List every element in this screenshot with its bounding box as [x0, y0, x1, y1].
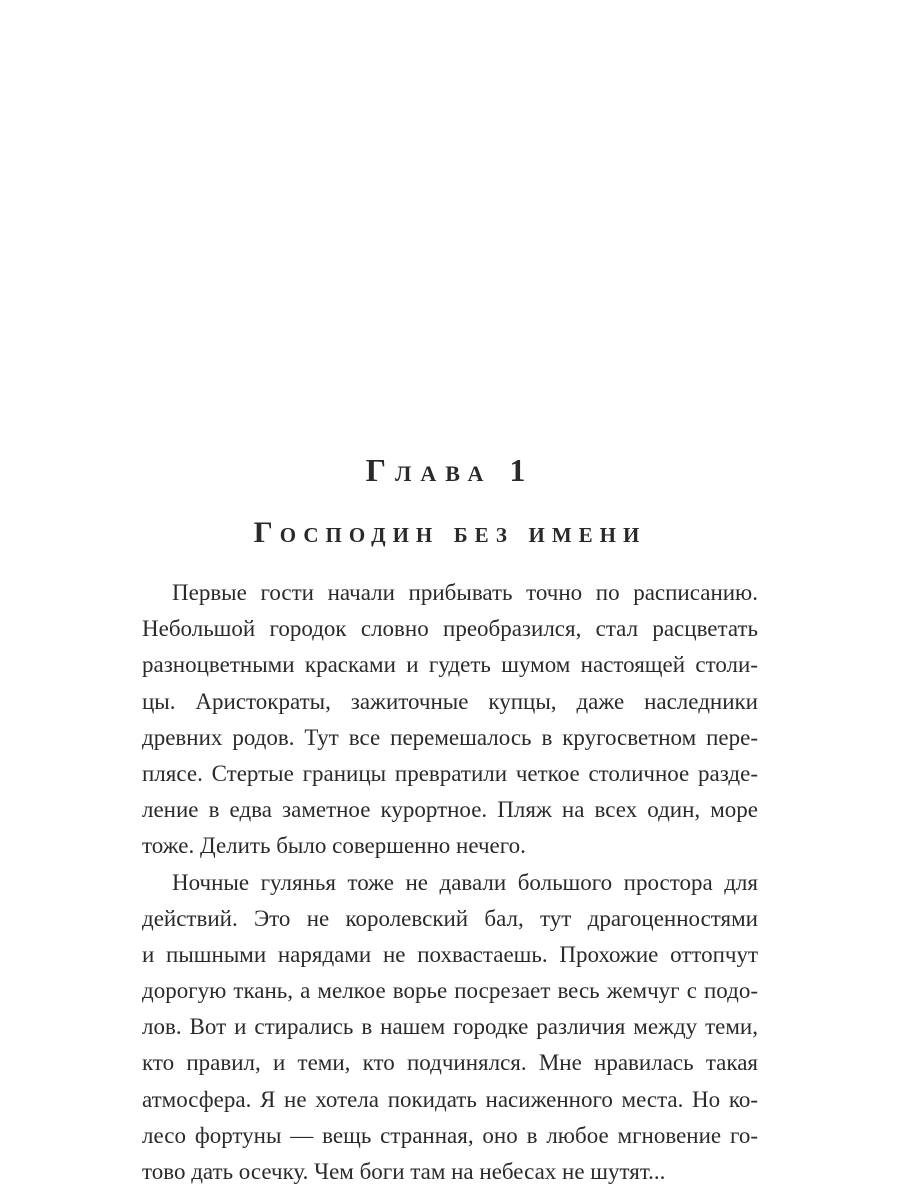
text-line: действий. Это не королевский бал, тут драгоценностями [142, 905, 758, 931]
text-line: тово дать осечку. Чем боги там на небесах не шутят... [142, 1159, 666, 1184]
chapter-body-text [142, 575, 758, 1190]
text-line: Первые гости начали прибывать точно по расписанию. [172, 580, 758, 605]
text-line: Ночные гулянья тоже не давали большого простора для [172, 869, 758, 895]
text-line: дорогую ткань, а мелкое ворье посрезает весь жемчуг с подо- [142, 978, 758, 1004]
chapter-title-heading: Господин без имени [253, 516, 647, 549]
text-line: цы. Аристократы, зажиточные купцы, даже наследники [142, 688, 758, 714]
text-line: атмосфера. Я не хотела покидать насиженного места. Но ко- [142, 1086, 758, 1112]
text-line: ление в едва заметное курортное. Пляж на всех один, море [142, 797, 758, 823]
text-line: тоже. Делить было совершенно нечего. [142, 833, 526, 859]
paragraph-2 [142, 865, 758, 1191]
paragraph-1 [142, 575, 758, 865]
text-line: лесо фортуны — вещь странная, оно в любое мгновение го- [142, 1122, 758, 1148]
text-line: и пышными нарядами не похвастаешь. Прохожие оттопчут [142, 941, 758, 967]
text-line: Небольшой городок словно преобразился, стал расцветать [142, 616, 758, 642]
text-line: плясе. Стертые границы превратили четкое столичное разде- [142, 760, 758, 786]
text-line: разноцветными красками и гудеть шумом настоящей столи- [142, 652, 758, 678]
text-line: кто правил, и теми, кто подчинялся. Мне нравилась такая [142, 1050, 758, 1076]
chapter-number-heading: Глава 1 [365, 452, 535, 488]
text-line: древних родов. Тут все перемешалось в кругосветном пере- [142, 724, 758, 750]
text-line: лов. Вот и стирались в нашем городке различия между теми, [142, 1014, 758, 1040]
